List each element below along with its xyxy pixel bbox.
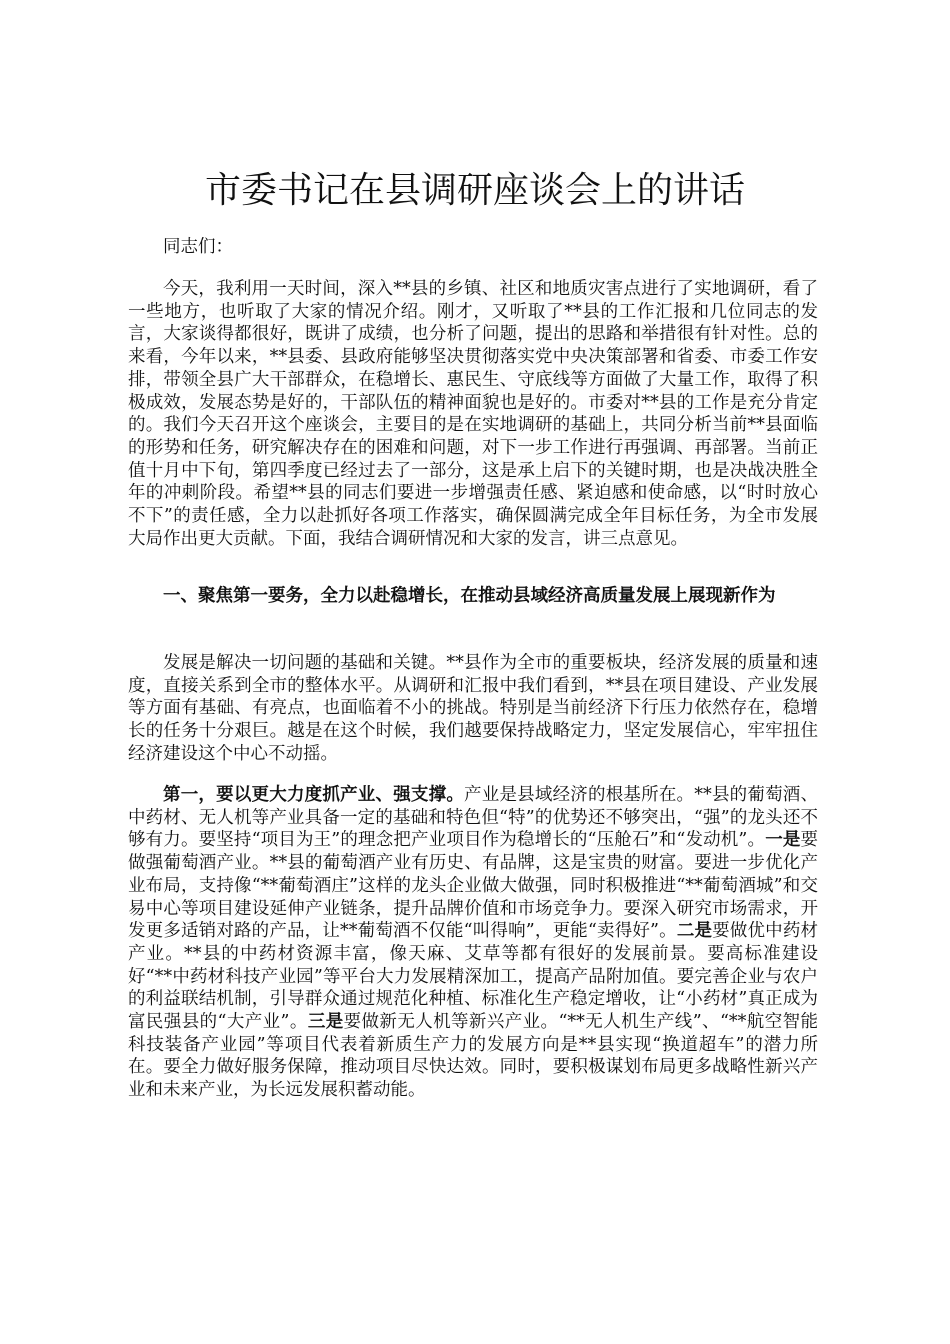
paragraph-development: 发展是解决一切问题的基础和关键。**县作为全市的重要板块，经济发展的质量和速度，直接关系到全市的整体水平。从调研和汇报中我们看到，**县在项目建设、产业发展等方面有基础、有亮点，也面临着不小的挑战。特别是当前经济下行压力依然存在，稳增长的任务十分艰巨。越是在这个时候，我们越要保持战略定力，坚定发展信心，牢牢扭住经济建设这个中心不动摇。 — [128, 653, 818, 764]
paragraph-text-2: 要做强葡萄酒产业。**县的葡萄酒产业有历史、有品牌，这是宝贵的财富。要进一步优化产业布局，支持像“**葡萄酒庄”这样的龙头企业做大做强，同时积极推进“**葡萄酒城”和交易中心等项目建设延伸产业链条，提升品牌价值和市场竞争力。要深入研究市场需求，开发更多适销对路的产品，让**葡萄酒不仅能“叫得响”，更能“卖得好”。 — [128, 830, 818, 942]
paragraph-intro: 今天，我利用一天时间，深入**县的乡镇、社区和地质灾害点进行了实地调研，看了一些地方，也听取了大家的情况介绍。刚才，又听取了**县的工作汇报和几位同志的发言，大家谈得都很好，既讲了成绩，也分析了问题，提出的思路和举措很有针对性。总的来看，今年以来，**县委、县政府能够坚决贯彻落实党中央决策部署和省委、市委工作安排，带领全县广大干部群众，在稳增长、惠民生、守底线等方面做了大量工作，取得了积极成效，发展态势是好的，干部队伍的精神面貌也是好的。市委对**县的工作是充分肯定的。我们今天召开这个座谈会，主要目的是在实地调研的基础上，共同分析当前**县面临的形势和任务，研究解决存在的困难和问题，对下一步工作进行再强调、再部署。当前正值十月中下旬，第四季度已经过去了一部分，这是承上启下的关键时期，也是决战决胜全年的冲刺阶段。希望**县的同志们要进一步增强责任感、紧迫感和使命感，以“时时放心不下”的责任感，全力以赴抓好各项工作落实，确保圆满完成全年目标任务，为全市发展大局作出更大贡献。下面，我结合调研情况和大家的发言，讲三点意见。 — [128, 279, 818, 549]
paragraph-lead: 第一，要以更大力度抓产业、强支撑。 — [163, 785, 465, 805]
paragraph-text-4: 要做新无人机等新兴产业。“**无人机生产线”、“**航空智能科技装备产业园”等项目代表着新质生产力的发展方向是**县实现“换道超车”的潜力所在。要全力做好服务保障，推动项目尽快达效。同时，要积极谋划布局更多战略性新兴产业和未来产业，为长远发展积蓄动能。 — [128, 1012, 818, 1101]
paragraph-industry — [128, 784, 818, 1102]
section-heading-1: 一、聚焦第一要务，全力以赴稳增长，在推动县域经济高质量发展上展现新作为 — [163, 586, 776, 606]
paragraph-text-3: 要做优中药材产业。**县的中药材资源丰富，像天麻、艾草等都有很好的发展前景。要高标准建设好“**中药材科技产业园”等平台大力发展精深加工，提高产品附加值。要完善企业与农户的利益联结机制，引导群众通过规范化种植、标准化生产稳定增收，让“小药材”真正成为富民强县的“大产业”。 — [128, 921, 819, 1033]
list-marker-2: 二是 — [676, 921, 713, 942]
salutation: 同志们： — [163, 237, 233, 257]
list-marker-1: 一是 — [765, 830, 801, 851]
page-title: 市委书记在县调研座谈会上的讲话 — [204, 170, 745, 211]
list-marker-3: 三是 — [307, 1012, 344, 1033]
paragraph-text-1: 产业是县域经济的根基所在。**县的葡萄酒、中药材、无人机等产业具备一定的基础和特色但“特”的优势还不够突出，“强”的龙头还不够有力。要坚持“项目为王”的理念把产业项目作为稳增长的“压舱石”和“发动机”。 — [128, 785, 819, 851]
